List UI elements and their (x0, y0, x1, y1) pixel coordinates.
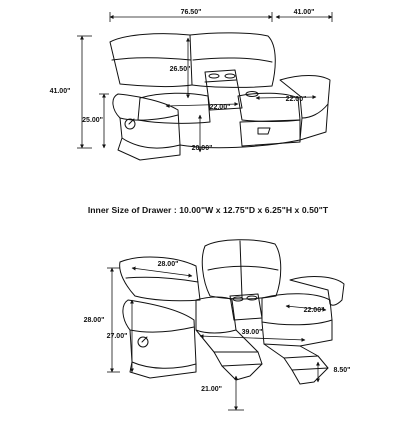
dim-arm-height-label: 25.00" (82, 117, 103, 124)
dim-reclined-depth-label: 39.00" (241, 329, 263, 336)
dim-depth-label: 41.00" (293, 9, 315, 16)
dim-arm-height-label: 27.00" (106, 333, 128, 340)
dim-overall-height-label: 28.00" (83, 317, 105, 324)
drawer-size-caption: Inner Size of Drawer : 10.00"W x 12.75"D x 6.25"H x 0.50"T (87, 205, 329, 215)
dim-seat-depth-left-label: 22.00" (209, 104, 231, 111)
dim-seat-height-label: 20.00" (191, 145, 213, 152)
dim-seat-depth-label: 22.00" (303, 307, 325, 314)
dim-width-label: 76.50" (180, 9, 202, 16)
dim-seat-depth-right-label: 22.00" (285, 96, 307, 103)
dim-back-depth-label: 28.00" (157, 261, 179, 268)
dim-height-label: 41.00" (49, 88, 71, 95)
dim-clearance-label: 21.00" (201, 386, 222, 393)
dim-footrest-height-label: 8.50" (333, 367, 351, 374)
dim-back-height-label: 26.50" (169, 66, 191, 73)
